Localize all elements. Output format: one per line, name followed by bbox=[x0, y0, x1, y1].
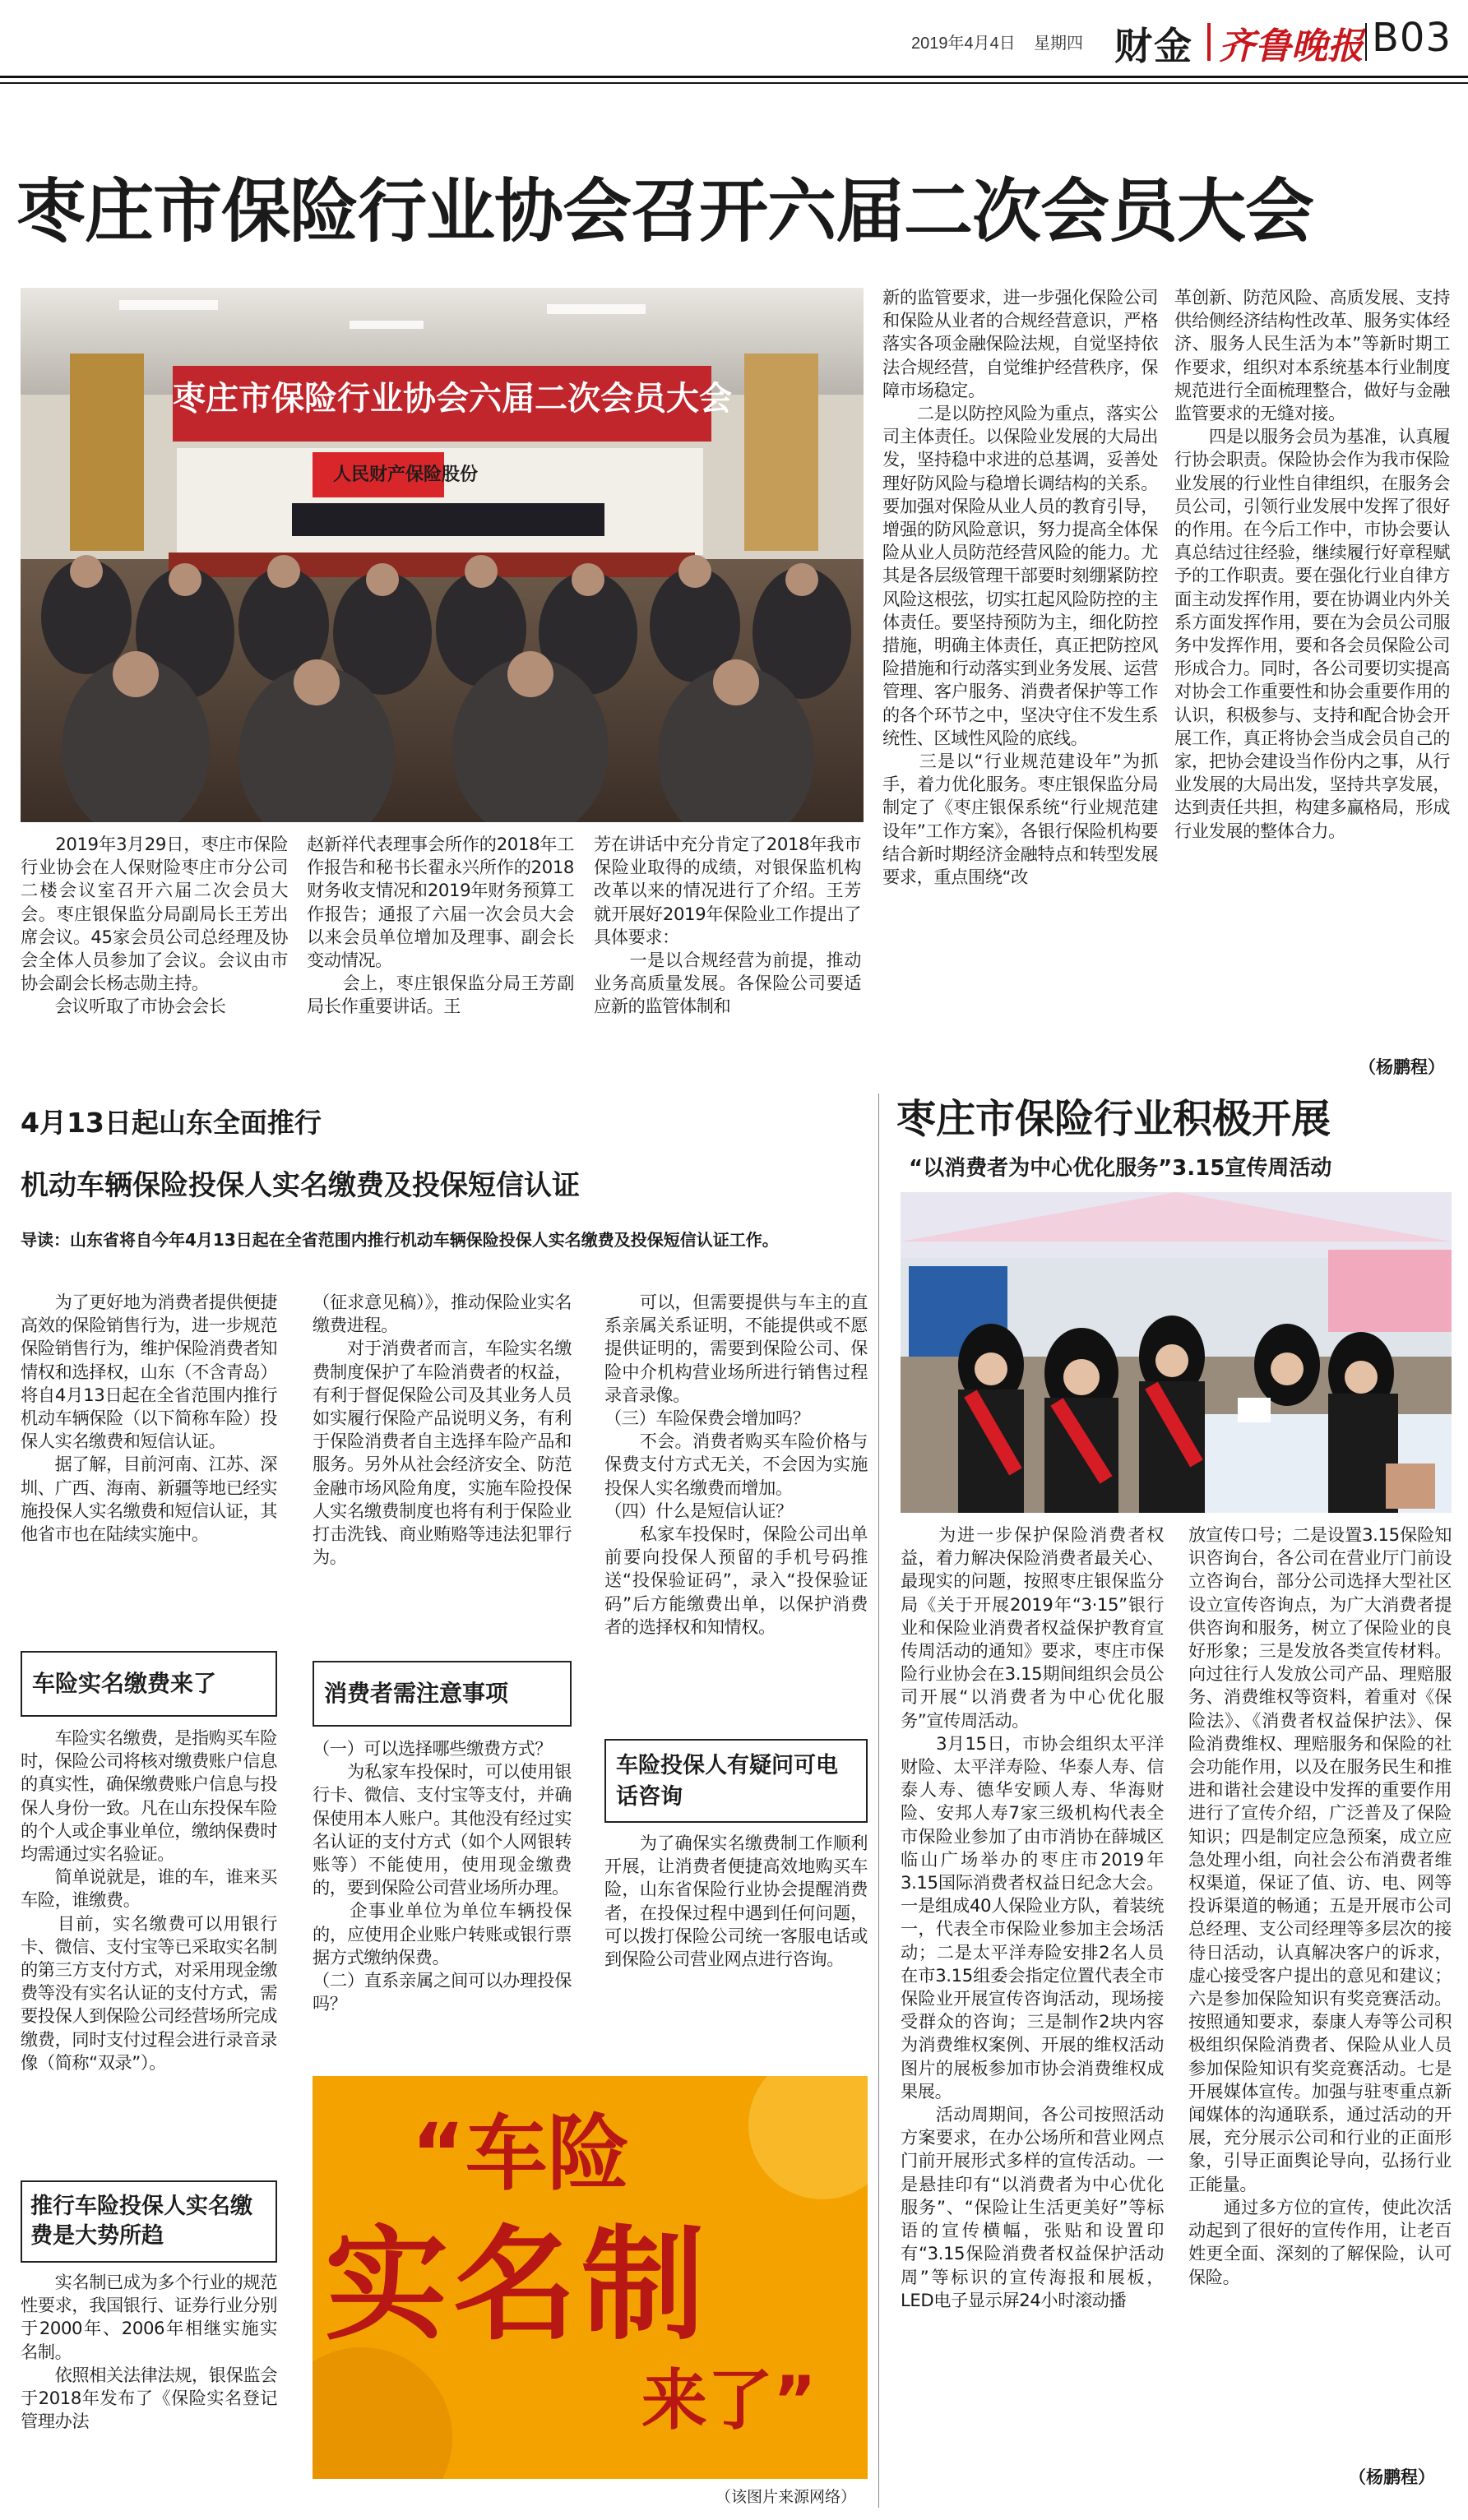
real-name-poster bbox=[313, 2076, 868, 2479]
poster-caption: （该图片来源网络） bbox=[715, 2488, 857, 2506]
poster-line-3: 来了” bbox=[641, 2362, 817, 2439]
article3-column-1: 为进一步保护保险消费者权益，着力解决保险消费者最关心、最现实的问题，按照枣庄银保监分局《关于开展2019年“3·15”银行业和保险业消费者权益保护教育宣传周活动的通知》要求，枣庄市保险行业协会在3.15期间组织会员公司开展“以消费者为中心优化服务”宣传周活动。 3月15日，市协会组织太平洋财险、太平洋寿险、华泰人寿、信泰人寿、德华安顾人寿、华海财险、安邦人寿7家三级机构代表全市保险业参加了由市消协在薛城区临山广场举办的枣庄市2019年3.15国际消费者权益日纪念大会。一是组成40人保险业方队，着装统一，代表全市保险业参加主会场活动；二是太平洋寿险安排2名人员在市3.15组委会指定位置代表全市保险业开展宣传咨询活动，现场接受群众的咨询；三是制作2块内容为消费维权案例、开展的维权活动图片的展板参加市协会消费维权成果展。 活动周期间，各公司按照活动方案要求，在办公场所和营业网点门前开展形式多样的宣传活动。一是悬挂印有“以消费者为中心优化服务”、“保险让生活更美好”等标语的宣传横幅，张贴和设置印有“3.15保险消费者权益保护活动周”等标识的宣传海报和展板，LED电子显示屏24小时滚动播 bbox=[901, 1524, 1164, 2310]
subhead-phone-consult: 车险投保人有疑问可电话咨询 bbox=[604, 1739, 868, 1823]
article2-col1-part1: 为了更好地为消费者提供便捷高效的保险销售行为，进一步规范保险销售行为，维护保险消费者知情权和选择权，山东（不含青岛）将自4月13日起在全省范围内推行机动车辆保险（以下简称车险）投保人实名缴费和短信认证。 据了解，目前河南、江苏、深圳、广西、海南、新疆等地已经实施投保人实名缴费和短信认证，其他省市也在陆续实施中。 bbox=[21, 1292, 277, 1545]
article3-title: 枣庄市保险行业积极开展 bbox=[896, 1096, 1331, 1142]
lead-column-3: 芳在讲话中充分肯定了2018年我市保险业取得的成绩，对银保监机构改革以来的情况进行了介绍。王芳就开展好2019年保险业工作提出了具体要求： 一是以合规经营为前提，推动业务高质量发展。各保险公司要适应新的监管体制和 bbox=[594, 834, 861, 1017]
newspaper-logo: 齐鲁晚报 bbox=[1219, 25, 1364, 67]
photo-banner-text: 枣庄市保险行业协会六届二次会员大会 bbox=[173, 380, 732, 418]
article3-subtitle: “以消费者为中心优化服务”3.15宣传周活动 bbox=[909, 1156, 1332, 1181]
header-rule-2 bbox=[0, 82, 1468, 84]
article2-title-line2: 机动车辆保险投保人实名缴费及投保短信认证 bbox=[21, 1169, 580, 1202]
subhead-consumer-notes: 消费者需注意事项 bbox=[313, 1661, 572, 1727]
lead-byline: （杨鹏程） bbox=[1359, 1057, 1445, 1077]
article2-col2-part1: （征求意见稿）》，推动保险业实名缴费进程。 对于消费者而言，车险实名缴费制度保护了车险消费者的权益，有利于督促保险公司及其业务人员如实履行保险产品说明义务，有利于保险消费者自主选择车险产品和服务。另外从社会经济安全、防范金融市场风险角度，实施车险投保人实名缴费制度也将有利于保险业打击洗钱、商业贿赂等违法犯罪行为。 bbox=[313, 1292, 572, 1568]
event-photo bbox=[901, 1192, 1452, 1513]
meeting-photo bbox=[21, 288, 864, 822]
column-rule bbox=[878, 1094, 879, 2508]
article2-col1-part3: 实名制已成为多个行业的规范性要求，我国银行、证券行业分别于2000年、2006年相继实施实名制。 依照相关法律法规，银保监会于2018年发布了《保险实名登记管理办法 bbox=[21, 2272, 277, 2432]
poster-line-1: “车险 bbox=[411, 2106, 630, 2202]
lead-column-4: 新的监管要求，进一步强化保险公司和保险从业者的合规经营意识，严格落实各项金融保险法规，自觉坚持依法合规经营，自觉维护经营秩序，保障市场稳定。 二是以防控风险为重点，落实公司主体责任。以保险业发展的大局出发，坚持稳中求进的总基调，妥善处理好防风险与稳增长调结构的关系。要加强对保险从业人员的教育引导，增强的防风险意识，努力提高全体保险从业人员防范经营风险的能力。尤其是各层级管理干部要时刻绷紧防控风险这根弦，切实扛起风险防控的主体责任。要坚持预防为主，细化防控措施，明确主体责任，真正把防控风险措施和行动落实到业务发展、运营管理、客户服务、消费者保护等工作的各个环节之中，坚决守住不发生系统性、区域性风险的底线。 三是以“行业规范建设年”为抓手，着力优化服务。枣庄银保监分局制定了《枣庄银保系统“行业规范建设年”工作方案》，各银行保险机构要结合新时期经济金融特点和转型发展要求，重点围绕“改 bbox=[882, 287, 1158, 888]
article2-col1-part2: 车险实名缴费，是指购买车险时，保险公司将核对缴费账户信息的真实性，确保缴费账户信息与投保人身份一致。凡在山东投保车险的个人或企事业单位，缴纳保费时均需通过实名验证。 简单说就是，谁的车，谁来买车险，谁缴费。 目前，实名缴费可以用银行卡、微信、支付宝等已采取实名制的第三方支付方式，对采用现金缴费等没有实名认证的支付方式，需要投保人到保险公司经营场所完成缴费，同时支付过程会进行录音录像（简称“双录”）。 bbox=[21, 1727, 277, 2073]
poster-line-2: 实名制 bbox=[325, 2214, 711, 2357]
article2-col3-part2: 为了确保实名缴费制工作顺利开展，让消费者便捷高效地购买车险，山东省保险行业协会提醒消费者，在投保过程中遇到任何问题，可以拨打保险公司统一客服电话或到保险公司营业网点进行咨询。 bbox=[604, 1833, 868, 1970]
lead-column-5: 革创新、防范风险、高质发展、支持供给侧经济结构性改革、服务实体经济、服务人民生活为本”等新时期工作要求，组织对本系统基本行业制度规范进行全面梳理整合，做好与金融监管要求的无缝对接。 四是以服务会员为基准，认真履行协会职责。保险协会作为我市保险业发展的行业性自律组织，在服务会员公司，引领行业发展中发挥了很好的作用。在今后工作中，市协会要认真总结过往经验，继续履行好章程赋予的工作职责。要在强化行业自律方面主动发挥作用，要在协调业内外关系方面发挥作用，要在为会员公司服务中发挥作用，要和各会员保险公司形成合力。同时，各公司要切实提高对协会工作重要性和协会重要作用的认识，积极参与、支持和配合协会开展工作，真正将协会当成会员自己的家，把协会建设当作份内之事，从行业发展的大局出发，坚持共享发展，达到责任共担，构建多赢格局，形成行业发展的整体合力。 bbox=[1174, 287, 1450, 841]
article2-col2-part2: （一）可以选择哪些缴费方式？ 为私家车投保时，可以使用银行卡、微信、支付宝等支付，并确保使用本人账户。其他没有经过实名认证的支付方式（如个人网银转账等）不能使用，使用现金缴费的，要到保险公司营业场所办理。 企事业单位为单位车辆投保的，应使用企业账户转账或银行票据方式缴纳保费。 （二）直系亲属之间可以办理投保吗？ bbox=[313, 1738, 572, 2014]
header-rule bbox=[0, 76, 1468, 78]
lead-column-1: 2019年3月29日，枣庄市保险行业协会在人保财险枣庄市分公司二楼会议室召开六届二次会员大会。枣庄银保监分局副局长王芳出席会议。45家会员公司总经理及协会全体人员参加了会议。会议由市协会副会长杨志勋主持。 会议听取了市协会会长 bbox=[21, 834, 288, 1017]
page-number: B03 bbox=[1372, 15, 1452, 61]
lead-headline: 枣庄市保险行业协会召开六届二次会员大会 bbox=[16, 171, 1314, 252]
section-name: 财金 bbox=[1114, 24, 1193, 68]
article2-col3-part1: 可以，但需要提供与车主的直系亲属关系证明，不能提供或不愿提供证明的，需要到保险公司、保险中介机构营业场所进行销售过程录音录像。 （三）车险保费会增加吗？ 不会。消费者购买车险价格与保费支付方式无关，不会因为实施投保人实名缴费而增加。 （四）什么是短信认证？ 私家车投保时，保险公司出单前要向投保人预留的手机号码推送“投保验证码”，录入“投保验证码”后方能缴费出单，以保护消费者的选择权和知情权。 bbox=[604, 1292, 868, 1637]
subhead-real-name-payment: 车险实名缴费来了 bbox=[21, 1651, 277, 1717]
subhead-trend: 推行车险投保人实名缴费是大势所趋 bbox=[21, 2180, 277, 2263]
header-divider bbox=[1207, 23, 1211, 61]
article3-column-2: 放宣传口号；二是设置3.15保险知识咨询台，各公司在营业厅门前设立咨询台，部分公司选择大型社区设立宣传咨询点，为广大消费者提供咨询和服务，树立了保险业的良好形象；三是发放各类宣传材料。向过往行人发放公司产品、理赔服务、消费维权等资料，着重对《保险法》、《消费者权益保护法》、保险消费维权、理赔服务和保险的社会功能作用，以及在服务民生和推进和谐社会建设中发挥的重要作用进行了宣传介绍，广泛普及了保险知识；四是制定应急预案，成立应急处理小组，向社会公布消费者维权渠道，保证了值、访、电、网等投诉渠道的畅通；五是开展市公司总经理、支公司经理等多层次的接待日活动，认真解决客户的诉求，虚心接受客户提出的意见和建议；六是参加保险知识有奖竞赛活动。按照通知要求，泰康人寿等公司积极组织保险消费者、保险从业人员参加保险知识有奖竞赛活动。七是开展媒体宣传。加强与驻枣重点新闻媒体的沟通联系，通过活动的开展，充分展示公司和行业的正面形象，引导正面舆论导向，弘扬行业正能量。 通过多方位的宣传，使此次活动起到了很好的宣传作用，让老百姓更全面、深刻的了解保险，认可保险。 bbox=[1188, 1524, 1452, 2287]
article2-guide: 导读：山东省将自今年4月13日起在全省范围内推行机动车辆保险投保人实名缴费及投保短信认证工作。 bbox=[21, 1230, 779, 1250]
issue-date: 2019年4月4日 星期四 bbox=[911, 35, 1083, 53]
lead-column-2: 赵新祥代表理事会所作的2018年工作报告和秘书长翟永兴所作的2018财务收支情况和2019年财务预算工作报告；通报了六届一次会员大会以来会员单位增加及理事、副会长变动情况。 会上，枣庄银保监分局王芳副局长作重要讲话。王 bbox=[307, 834, 574, 1017]
photo-sign-text: 人民财产保险股份 bbox=[333, 465, 479, 485]
article2-title-line1: 4月13日起山东全面推行 bbox=[21, 1107, 322, 1139]
article3-byline: （杨鹏程） bbox=[1349, 2467, 1435, 2487]
header-divider-2 bbox=[1365, 23, 1367, 61]
